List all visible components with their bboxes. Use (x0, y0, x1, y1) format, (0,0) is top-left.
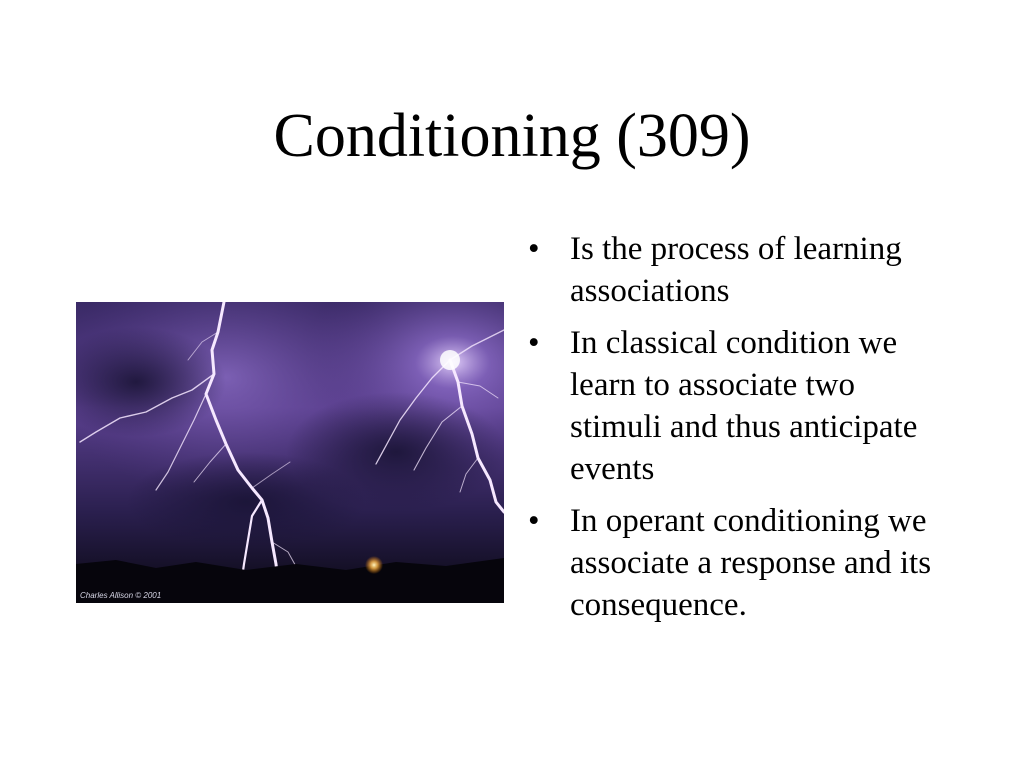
bullet-text: Is the process of learning associations (570, 231, 902, 309)
lightning-photo (76, 302, 504, 603)
lightning-flash (440, 350, 460, 370)
bullet-list (528, 228, 948, 636)
dark-cloud (126, 452, 366, 552)
distant-light (365, 556, 383, 574)
lightning-storm-image (76, 302, 504, 603)
bullet-item (528, 500, 948, 626)
bullet-mark: • (528, 231, 540, 267)
bullet-mark: • (528, 325, 540, 361)
bullet-item (528, 228, 948, 312)
photo-credit: Charles Allison © 2001 (80, 591, 162, 600)
slide-title: Conditioning (309) (273, 102, 751, 170)
bullet-item (528, 322, 948, 490)
bullet-text: In operant conditioning we associate a response and its consequence. (570, 503, 932, 623)
bullet-mark: • (528, 503, 540, 539)
bullet-text: In classical condition we learn to associate two stimuli and thus anticipate events (570, 325, 918, 487)
